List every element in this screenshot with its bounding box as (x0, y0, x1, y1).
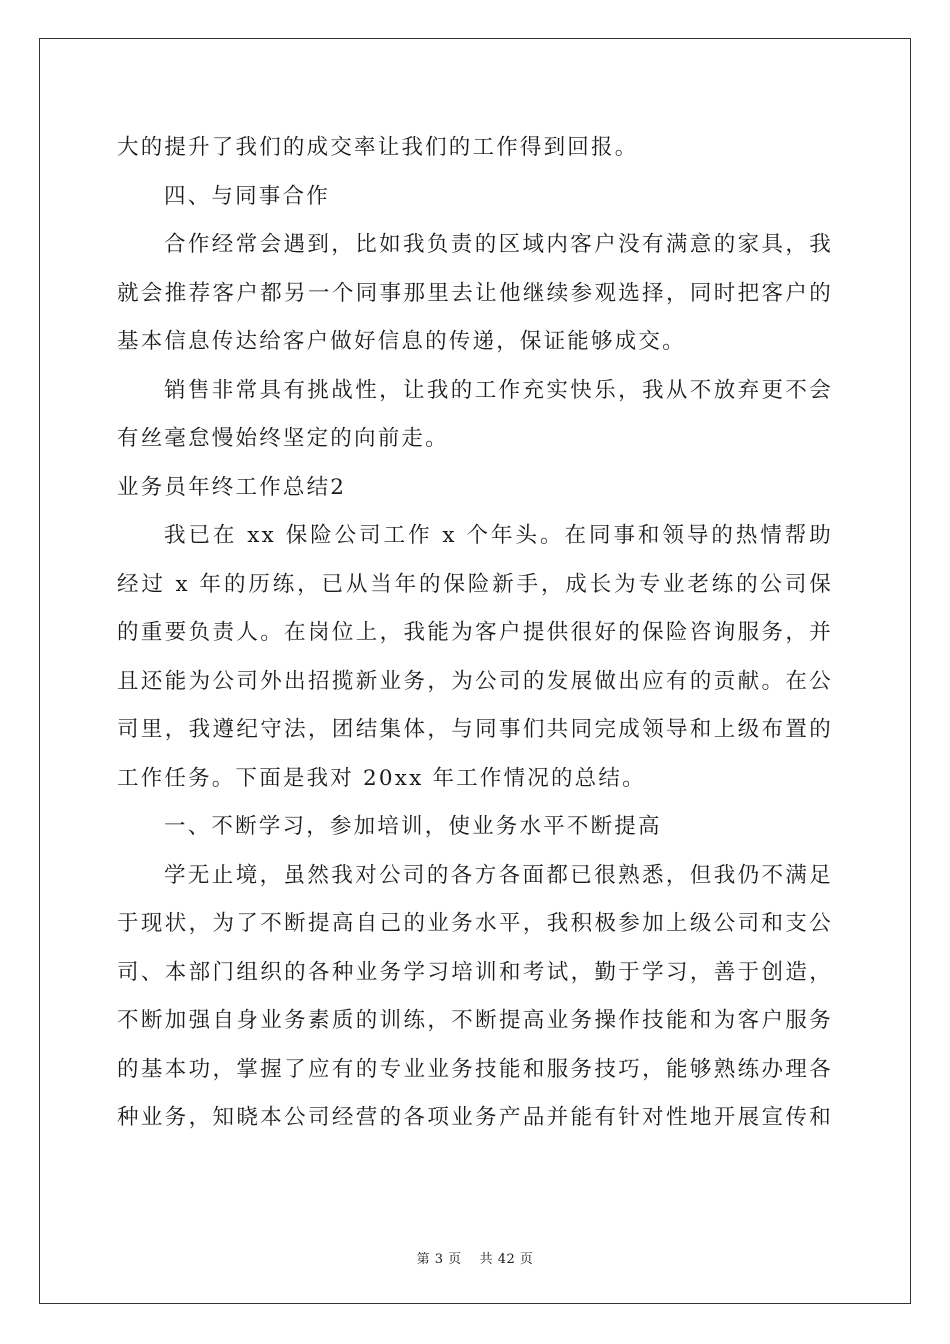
text-line: 的重要负责人。在岗位上，我能为客户提供很好的保险咨询服务，并 (117, 620, 833, 645)
page-number: 第 3 页 (416, 1252, 462, 1267)
text-line: 不断加强自身业务素质的训练，不断提高业务操作技能和为客户服务 (117, 1008, 833, 1033)
text-line: 就会推荐客户都另一个同事那里去让他继续参观选择，同时把客户的 (117, 280, 833, 306)
text-line: 经过 x 年的历练，已从当年的保险新手，成长为专业老练的公司保 (117, 571, 833, 597)
text-line: 的基本功，掌握了应有的专业业务技能和服务技巧，能够熟练办理各 (117, 1056, 833, 1082)
text-line: 基本信息传达给客户做好信息的传递，保证能够成交。 (117, 329, 686, 354)
text-line: 工作任务。下面是我对 20xx 年工作情况的总结。 (117, 765, 646, 791)
page-total: 共 42 页 (479, 1252, 534, 1267)
text-line: 种业务，知晓本公司经营的各项业务产品并能有针对性地开展宣传和 (117, 1105, 833, 1130)
page-footer (0, 1248, 950, 1267)
text-line: 于现状，为了不断提高自己的业务水平，我积极参加上级公司和支公 (117, 911, 833, 936)
text-line: 司、本部门组织的各种业务学习培训和考试，勤于学习，善于创造， (117, 959, 833, 985)
text-line: 大的提升了我们的成交率让我们的工作得到回报。 (117, 135, 639, 160)
text-line: 我已在 xx 保险公司工作 x 个年头。在同事和领导的热情帮助 (164, 523, 833, 548)
text-line: 一、不断学习，参加培训，使业务水平不断提高 (164, 814, 662, 839)
text-line: 有丝毫怠慢始终坚定的向前走。 (117, 426, 449, 451)
text-line: 业务员年终工作总结2 (117, 474, 347, 500)
text-line: 学无止境，虽然我对公司的各方各面都已很熟悉，但我仍不满足 (164, 862, 833, 888)
text-line: 司里，我遵纪守法，团结集体，与同事们共同完成领导和上级布置的 (117, 717, 833, 742)
text-line: 合作经常会遇到，比如我负责的区域内客户没有满意的家具，我 (164, 232, 833, 257)
text-line: 且还能为公司外出招揽新业务，为公司的发展做出应有的贡献。在公 (117, 668, 833, 694)
document-body (117, 124, 833, 1143)
text-line: 销售非常具有挑战性，让我的工作充实快乐，我从不放弃更不会 (164, 377, 833, 403)
text-line: 四、与同事合作 (164, 183, 330, 209)
